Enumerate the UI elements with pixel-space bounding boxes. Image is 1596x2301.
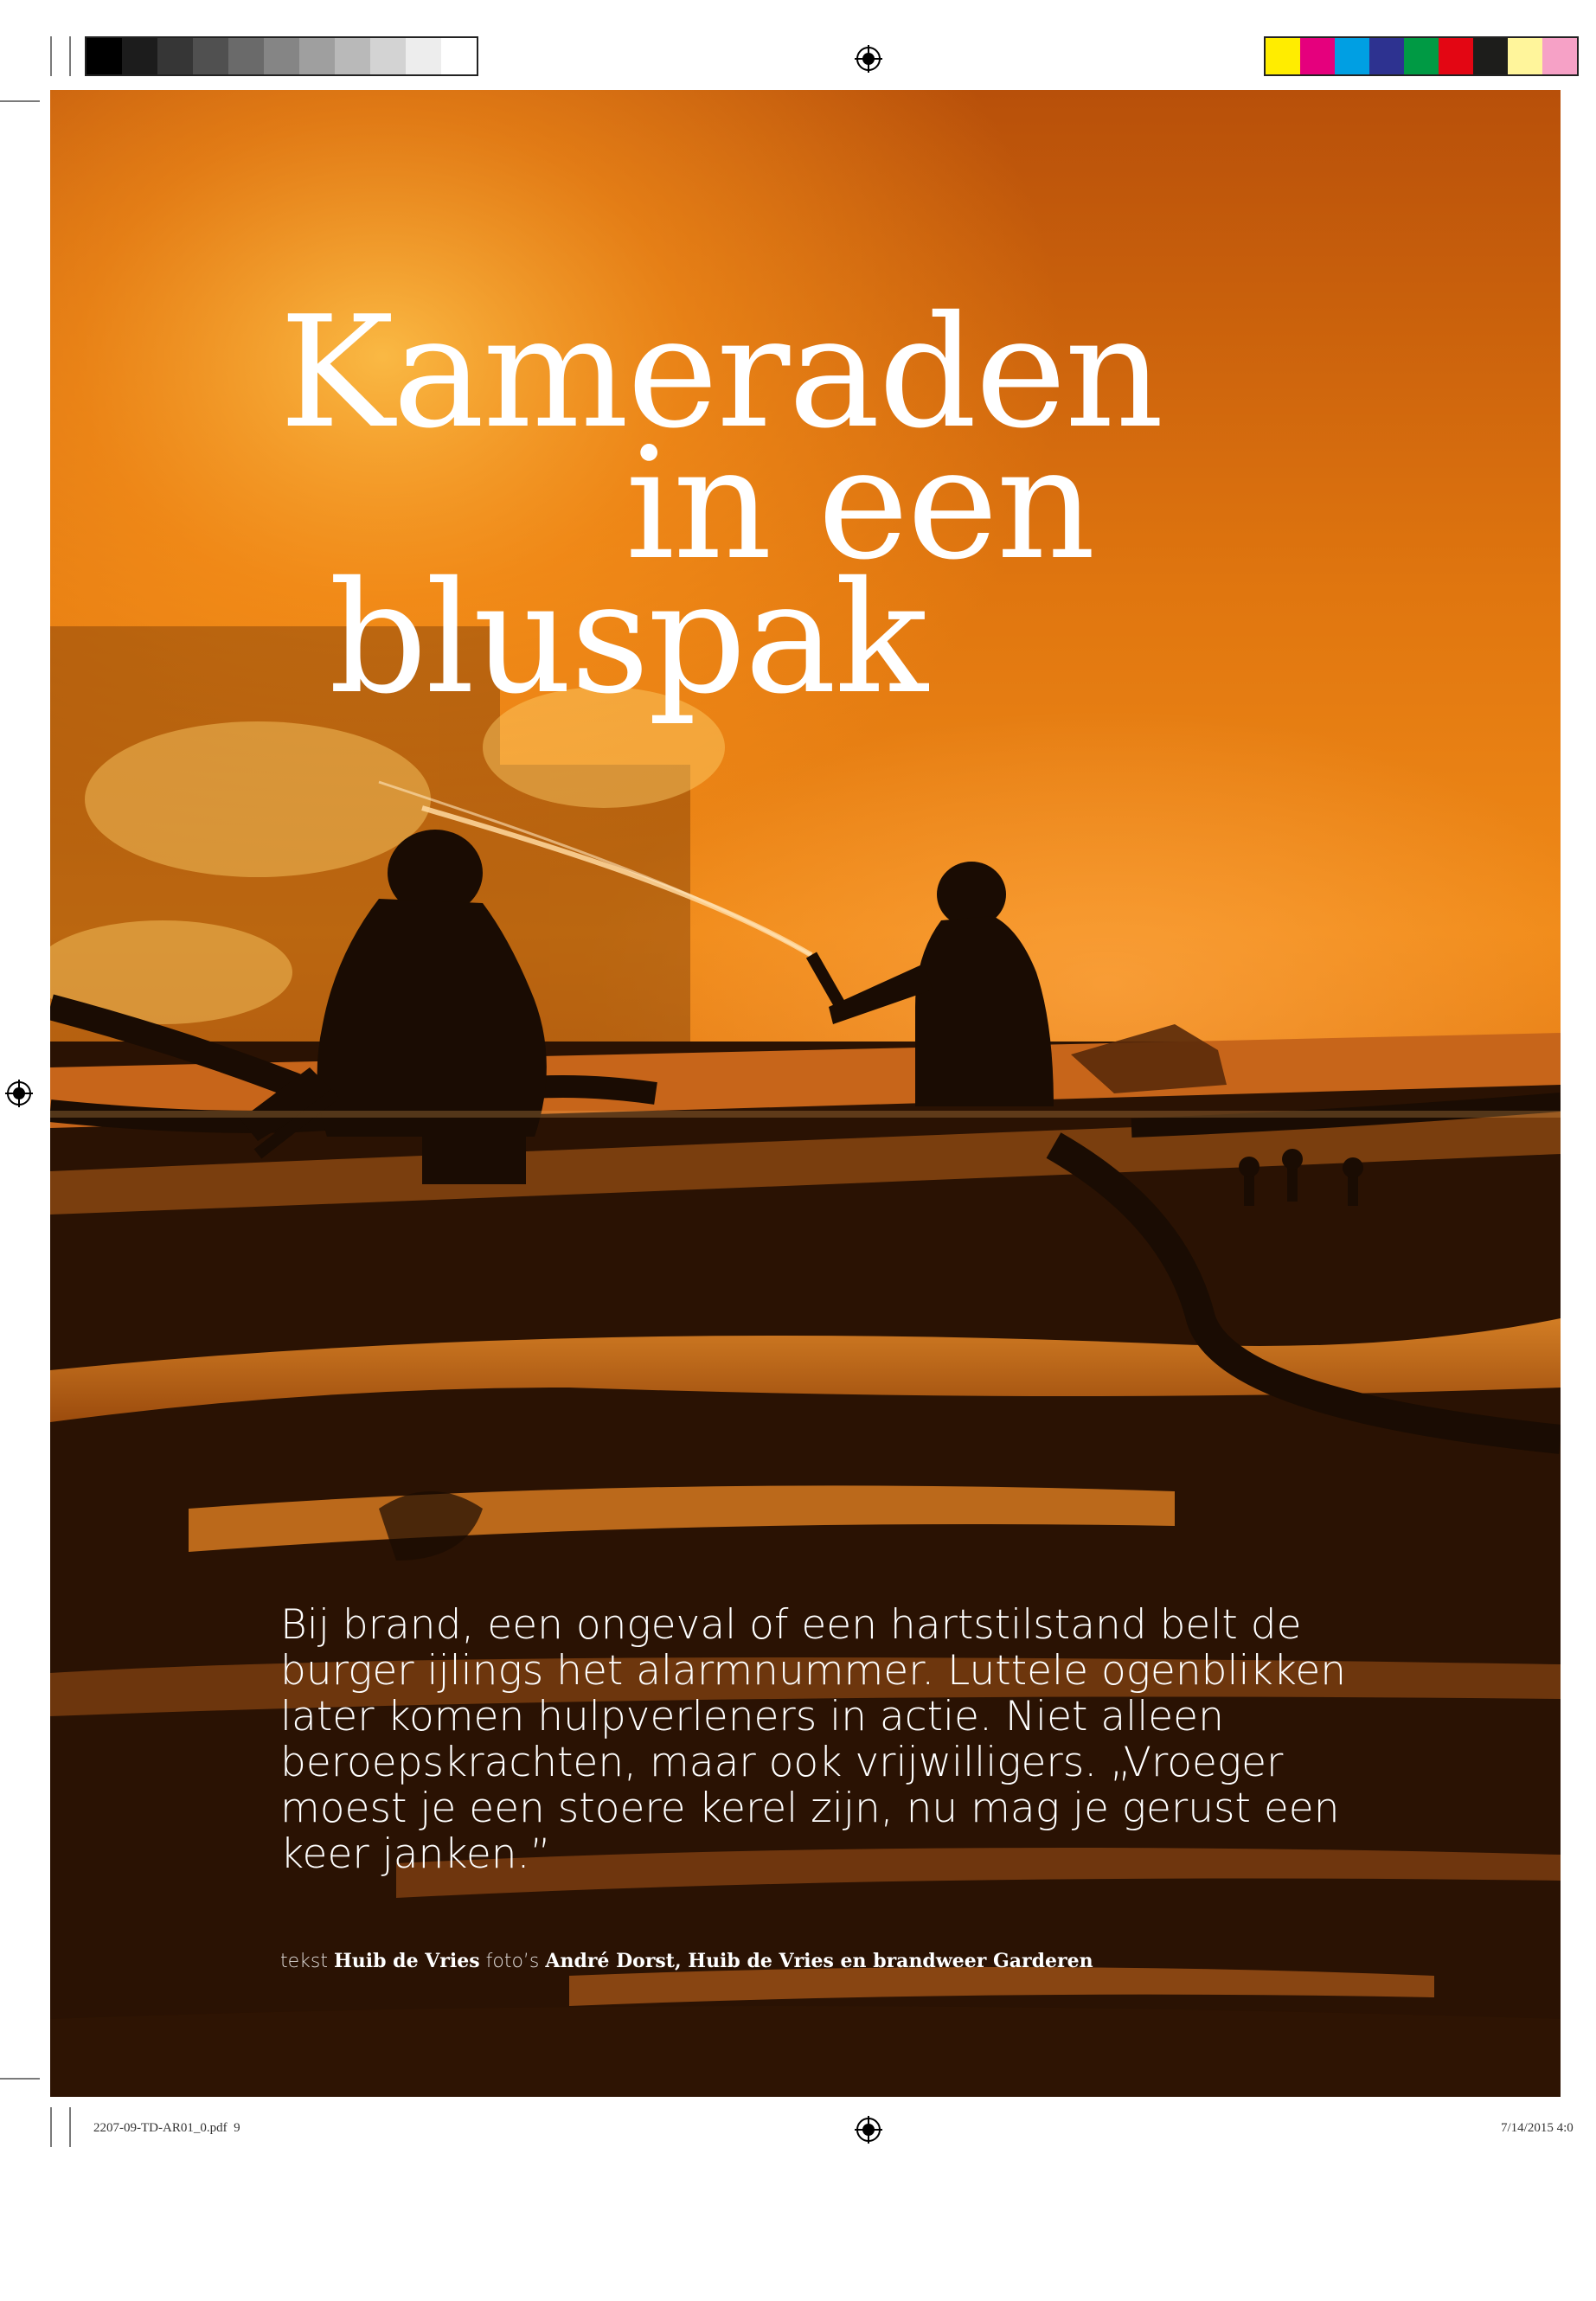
gray-swatch-8 [335, 38, 370, 74]
registration-mark-left [5, 1080, 33, 1107]
credit-photo-label: foto’s [485, 1951, 540, 1972]
article-intro: Bij brand, een ongeval of een hartstilstand belt de burger ijlings het alarmnummer. Luttele ogenblikken later komen hulpverleners in actie. Niet alleen beroepskrachten, maar ook vrijwilligers. „Vroeger moest je een stoere kerel zijn, nu mag je gerust een keer janken.” [280, 1601, 1347, 1878]
color-swatch-3 [1335, 38, 1369, 74]
article-credits [280, 1950, 1093, 1972]
gray-swatch-6 [264, 38, 299, 74]
gray-swatch-9 [370, 38, 406, 74]
print-file-slug: 2207-09-TD-AR01_0.pdf [93, 2121, 228, 2135]
gray-swatch-10 [406, 38, 441, 74]
color-swatch-4 [1369, 38, 1404, 74]
gray-swatch-3 [157, 38, 193, 74]
headline-line-1: Kameraden [279, 283, 1163, 462]
color-swatch-6 [1439, 38, 1473, 74]
print-date-time: 7/14/2015 4:0 [1501, 2121, 1574, 2135]
color-swatch-7 [1473, 38, 1508, 74]
gray-swatch-4 [193, 38, 228, 74]
gray-swatch-2 [122, 38, 157, 74]
credit-photographers: André Dorst, Huib de Vries en brandweer Garderen [545, 1950, 1093, 1972]
credit-author: Huib de Vries [334, 1950, 480, 1972]
gray-swatch-5 [228, 38, 264, 74]
color-swatch-1 [1266, 38, 1300, 74]
headline-line-3: bluspak [329, 548, 926, 727]
print-file-info [93, 2121, 240, 2136]
crop-mark-bottom-left-v2 [69, 2107, 71, 2147]
color-swatch-5 [1404, 38, 1439, 74]
gray-swatch-1 [87, 38, 122, 74]
color-control-strip [1264, 36, 1579, 76]
print-page-number: 9 [234, 2121, 240, 2135]
crop-mark-top-left-v1 [50, 36, 52, 76]
gray-swatch-11 [441, 38, 477, 74]
registration-mark-bottom [855, 2116, 882, 2144]
cover-photo-firefighters [50, 90, 1561, 2097]
color-swatch-2 [1300, 38, 1335, 74]
credit-text-label: tekst [280, 1951, 328, 1972]
crop-mark-top-left-h [0, 100, 40, 102]
headline-line-2: in een [625, 414, 1094, 593]
color-swatch-8 [1508, 38, 1542, 74]
crop-mark-bottom-left-v1 [50, 2107, 52, 2147]
grayscale-control-strip [85, 36, 478, 76]
crop-mark-top-left-v2 [69, 36, 71, 76]
gray-swatch-7 [299, 38, 335, 74]
crop-mark-bottom-left-h [0, 2078, 40, 2080]
color-swatch-9 [1542, 38, 1577, 74]
registration-mark-top [855, 45, 882, 73]
